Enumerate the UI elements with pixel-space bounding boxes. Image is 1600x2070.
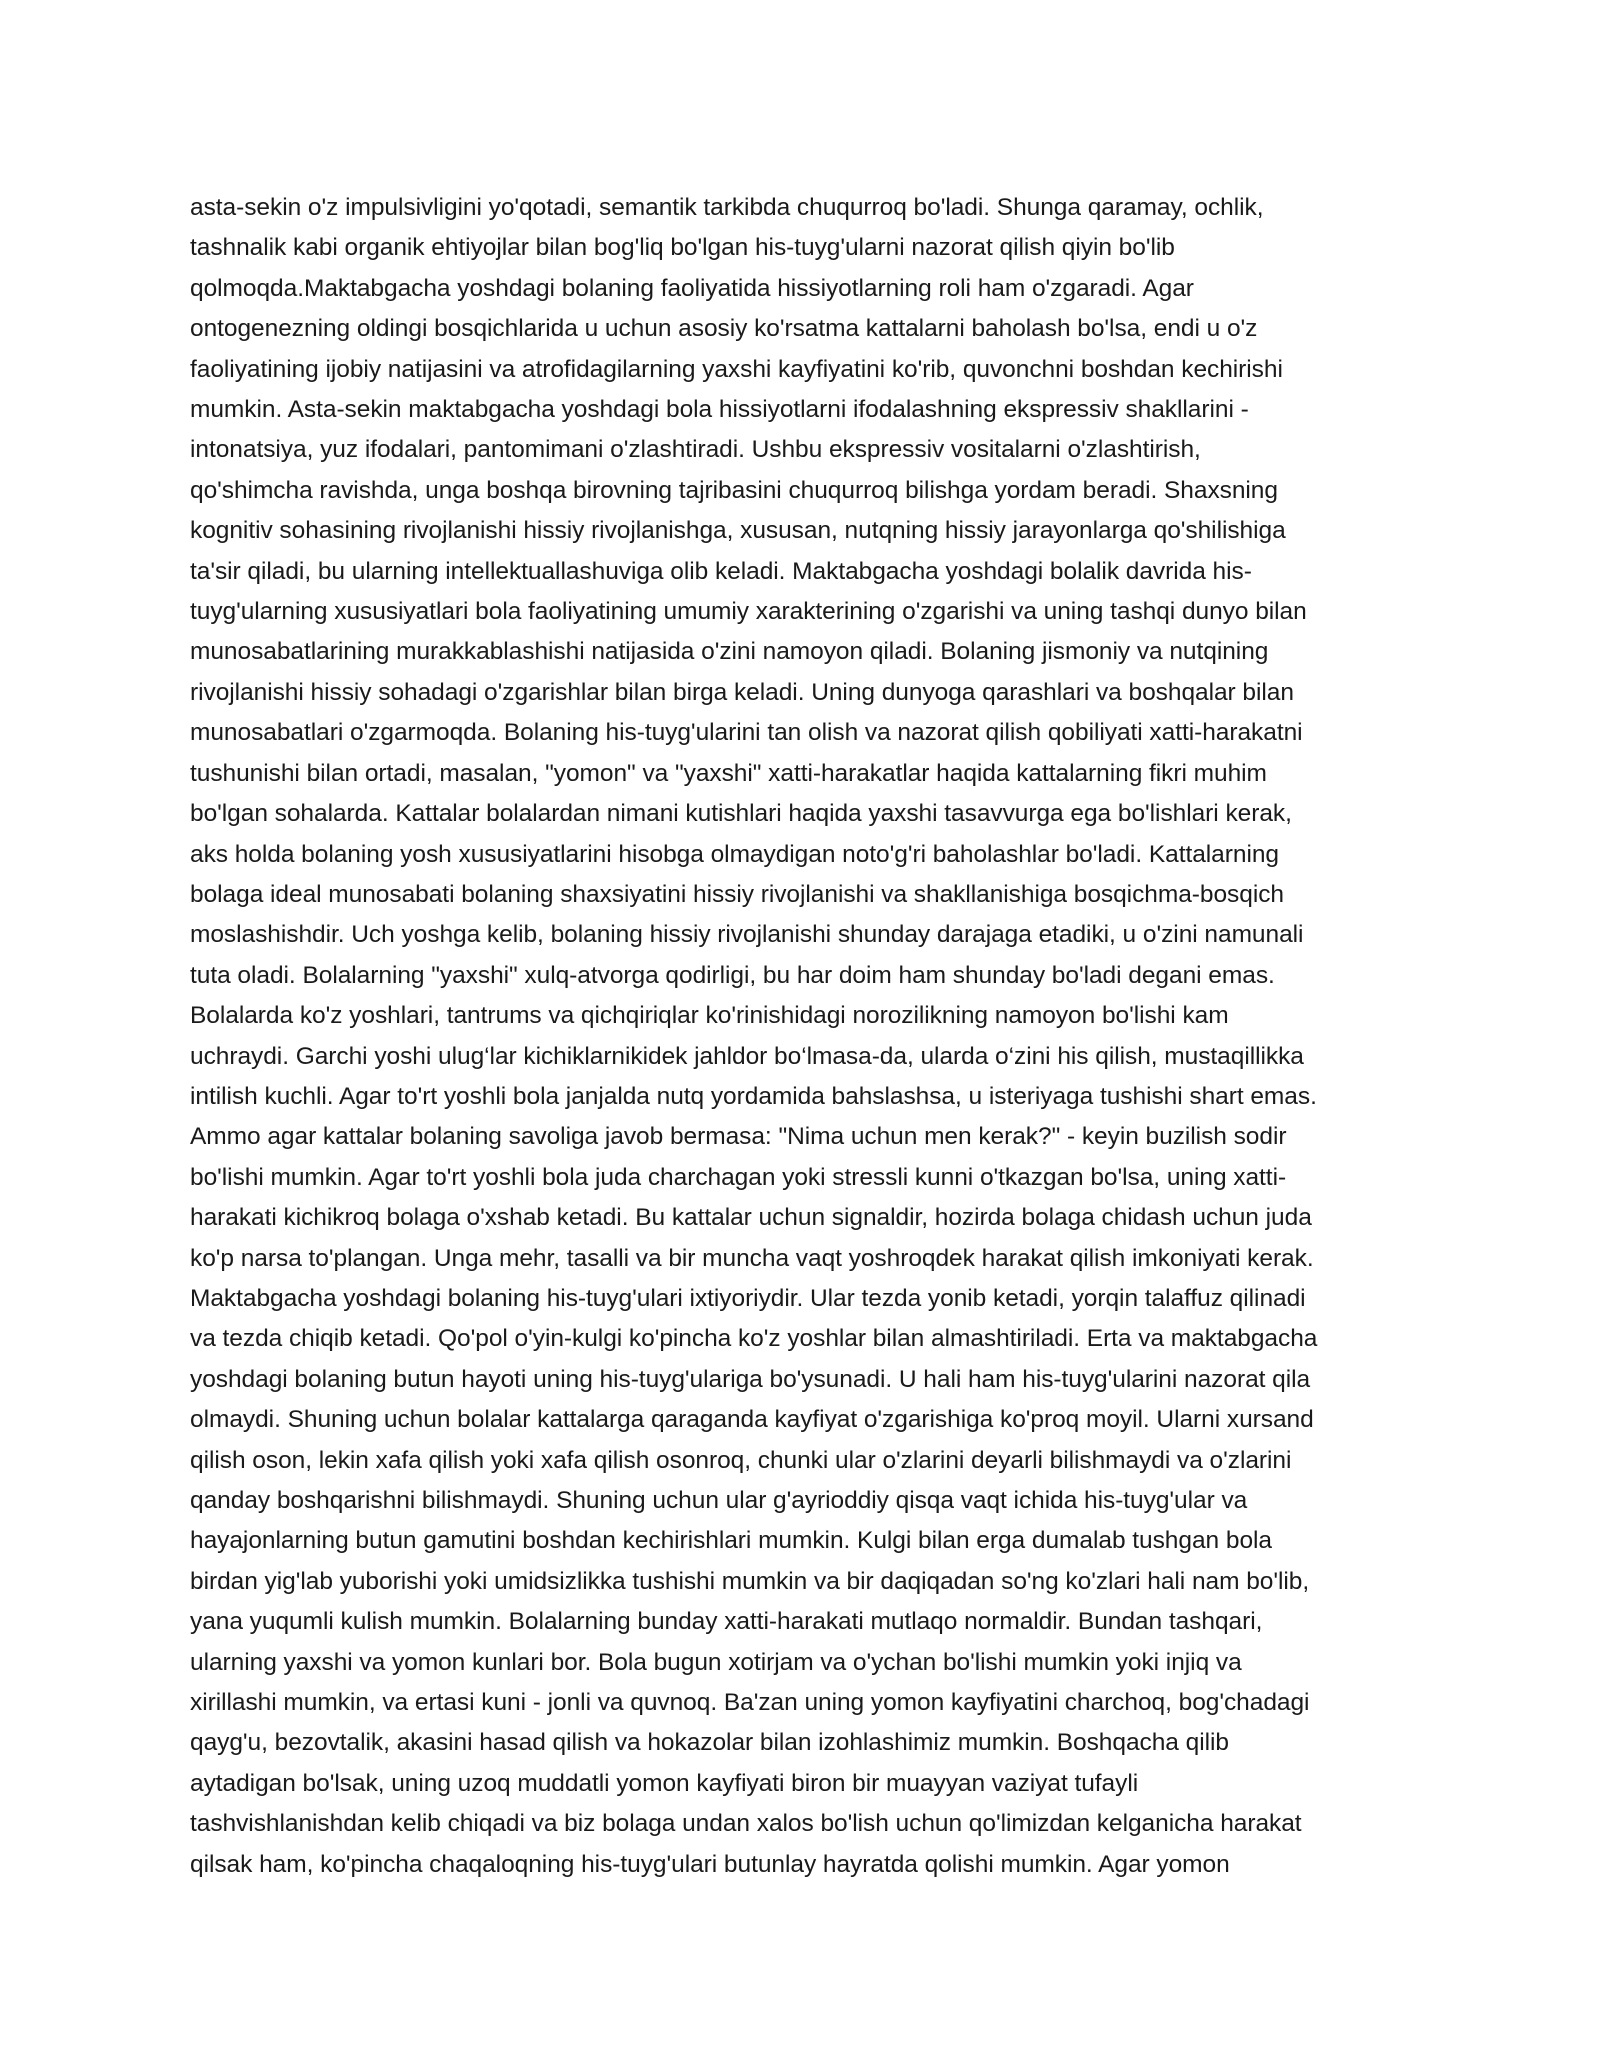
- text-line: xirillashi mumkin, va ertasi kuni - jonli va quvnoq. Ba'zan uning yomon kayfiyatini charchoq, bog'chadagi: [190, 1689, 1310, 1717]
- text-line: faoliyatining ijobiy natijasini va atrofidagilarning yaxshi kayfiyatini ko'rib, quvonchni boshdan kechirishi: [190, 355, 1283, 383]
- text-line: Ammo agar kattalar bolaning savoliga javob bermasa: "Nima uchun men kerak?" - keyin buzilish sodir: [190, 1123, 1287, 1151]
- text-line: tushunishi bilan ortadi, masalan, "yomon" va "yaxshi" xatti-harakatlar haqida kattalarning fikri muhim: [190, 759, 1267, 787]
- text-line: qo'shimcha ravishda, unga boshqa birovning tajribasini chuqurroq bilishga yordam beradi. Shaxsning: [190, 476, 1278, 504]
- text-line: bolaga ideal munosabati bolaning shaxsiyatini hissiy rivojlanishi va shakllanishiga bosqichma-bosqich: [190, 880, 1284, 908]
- text-line: ularning yaxshi va yomon kunlari bor. Bola bugun xotirjam va o'ychan bo'lishi mumkin yoki injiq va: [190, 1648, 1242, 1676]
- text-line: intilish kuchli. Agar to'rt yoshli bola janjalda nutq yordamida bahslashsa, u isteriyaga tushishi shart emas.: [190, 1082, 1317, 1110]
- text-line: munosabatlari o'zgarmoqda. Bolaning his-tuyg'ularini tan olish va nazorat qilish qobiliyati xatti-harakatni: [190, 719, 1303, 747]
- text-line: harakati kichikroq bolaga o'xshab ketadi. Bu kattalar uchun signaldir, hozirda bolaga chidash uchun juda: [190, 1204, 1312, 1232]
- text-line: yoshdagi bolaning butun hayoti uning his-tuyg'ulariga bo'ysunadi. U hali ham his-tuyg'ularini nazorat qila: [190, 1365, 1311, 1393]
- text-line: mumkin. Asta-sekin maktabgacha yoshdagi bola hissiyotlarni ifodalashning ekspressiv shakllarini -: [190, 396, 1249, 424]
- text-line: uchraydi. Garchi yoshi ulug‘lar kichiklarnikidek jahldor bo‘lmasa-da, ularda o‘zini his qilish, mustaqillikka: [190, 1042, 1304, 1070]
- text-line: tashnalik kabi organik ehtiyojlar bilan bog'liq bo'lgan his-tuyg'ularni nazorat qilish qiyin bo'lib: [190, 234, 1175, 262]
- text-line: bo'lgan sohalarda. Kattalar bolalardan nimani kutishlari haqida yaxshi tasavvurga ega bo'lishlari kerak,: [190, 800, 1292, 828]
- text-line: Bolalarda ko'z yoshlari, tantrums va qichqiriqlar ko'rinishidagi norozilikning namoyon bo'lishi kam: [190, 1002, 1229, 1030]
- text-line: tashvishlanishdan kelib chiqadi va biz bolaga undan xalos bo'lish uchun qo'limizdan kelganicha harakat: [190, 1810, 1302, 1838]
- text-line: olmaydi. Shuning uchun bolalar kattalarga qaraganda kayfiyat o'zgarishiga ko'proq moyil. Ularni xursand: [190, 1406, 1314, 1434]
- text-line: moslashishdir. Uch yoshga kelib, bolaning hissiy rivojlanishi shunday darajaga etadiki, u o'zini namunali: [190, 921, 1304, 949]
- text-line: tuta oladi. Bolalarning "yaxshi" xulq-atvorga qodirligi, bu har doim ham shunday bo'ladi degani emas.: [190, 961, 1275, 989]
- text-line: yana yuqumli kulish mumkin. Bolalarning bunday xatti-harakati mutlaqo normaldir. Bundan tashqari,: [190, 1608, 1263, 1636]
- text-line: qilish oson, lekin xafa qilish yoki xafa qilish osonroq, chunki ular o'zlarini deyarli bilishmaydi va o'zlarini: [190, 1446, 1292, 1474]
- text-line: va tezda chiqib ketadi. Qo'pol o'yin-kulgi ko'pincha ko'z yoshlar bilan almashtiriladi. Erta va maktabgacha: [190, 1325, 1318, 1353]
- text-line: munosabatlarining murakkablashishi natijasida o'zini namoyon qiladi. Bolaning jismoniy va nutqining: [190, 638, 1269, 666]
- text-line: qilsak ham, ko'pincha chaqaloqning his-tuyg'ulari butunlay hayratda qolishi mumkin. Agar yomon: [190, 1850, 1230, 1878]
- text-line: asta-sekin o'z impulsivligini yo'qotadi, semantik tarkibda chuqurroq bo'ladi. Shunga qaramay, ochlik,: [190, 194, 1264, 221]
- text-line: ta'sir qiladi, bu ularning intellektuallashuviga olib keladi. Maktabgacha yoshdagi bolalik davrida his-: [190, 557, 1252, 585]
- text-line: aks holda bolaning yosh xususiyatlarini hisobga olmaydigan noto'g'ri baholashlar bo'ladi. Kattalarning: [190, 840, 1279, 868]
- text-line: birdan yig'lab yuborishi yoki umidsizlikka tushishi mumkin va bir daqiqadan so'ng ko'zlari hali nam bo'lib,: [190, 1567, 1310, 1595]
- text-line: ontogenezning oldingi bosqichlarida u uchun asosiy ko'rsatma kattalarni baholash bo'lsa, endi u o'z: [190, 315, 1258, 343]
- text-line: rivojlanishi hissiy sohadagi o'zgarishlar bilan birga keladi. Uning dunyoga qarashlari va boshqalar bilan: [190, 678, 1294, 706]
- text-line: aytadigan bo'lsak, uning uzoq muddatli yomon kayfiyati biron bir muayyan vaziyat tufayli: [190, 1769, 1139, 1797]
- text-line: hayajonlarning butun gamutini boshdan kechirishlari mumkin. Kulgi bilan erga dumalab tushgan bola: [190, 1527, 1272, 1555]
- body-text: [190, 188, 1420, 1885]
- text-line: kognitiv sohasining rivojlanishi hissiy rivojlanishga, xususan, nutqning hissiy jarayonlarga qo'shilishiga: [190, 517, 1286, 545]
- text-line: qolmoqda.Maktabgacha yoshdagi bolaning faoliyatida hissiyotlarning roli ham o'zgaradi. Agar: [190, 274, 1194, 302]
- text-line: qanday boshqarishni bilishmaydi. Shuning uchun ular g'ayrioddiy qisqa vaqt ichida his-tuyg'ular va: [190, 1487, 1248, 1514]
- text-line: tuyg'ularning xususiyatlari bola faoliyatining umumiy xarakterining o'zgarishi va uning tashqi dunyo bilan: [190, 598, 1307, 626]
- text-line: Maktabgacha yoshdagi bolaning his-tuyg'ulari ixtiyoriydir. Ular tezda yonib ketadi, yorqin talaffuz qilinadi: [190, 1284, 1306, 1312]
- text-line: qayg'u, bezovtalik, akasini hasad qilish va hokazolar bilan izohlashimiz mumkin. Boshqacha qilib: [190, 1729, 1229, 1757]
- text-line: bo'lishi mumkin. Agar to'rt yoshli bola juda charchagan yoki stressli kunni o'tkazgan bo'lsa, uning xatti-: [190, 1163, 1287, 1191]
- text-line: ko'p narsa to'plangan. Unga mehr, tasalli va bir muncha vaqt yoshroqdek harakat qilish imkoniyati kerak.: [190, 1244, 1314, 1272]
- text-line: intonatsiya, yuz ifodalari, pantomimani o'zlashtiradi. Ushbu ekspressiv vositalarni o'zlashtirish,: [190, 436, 1201, 464]
